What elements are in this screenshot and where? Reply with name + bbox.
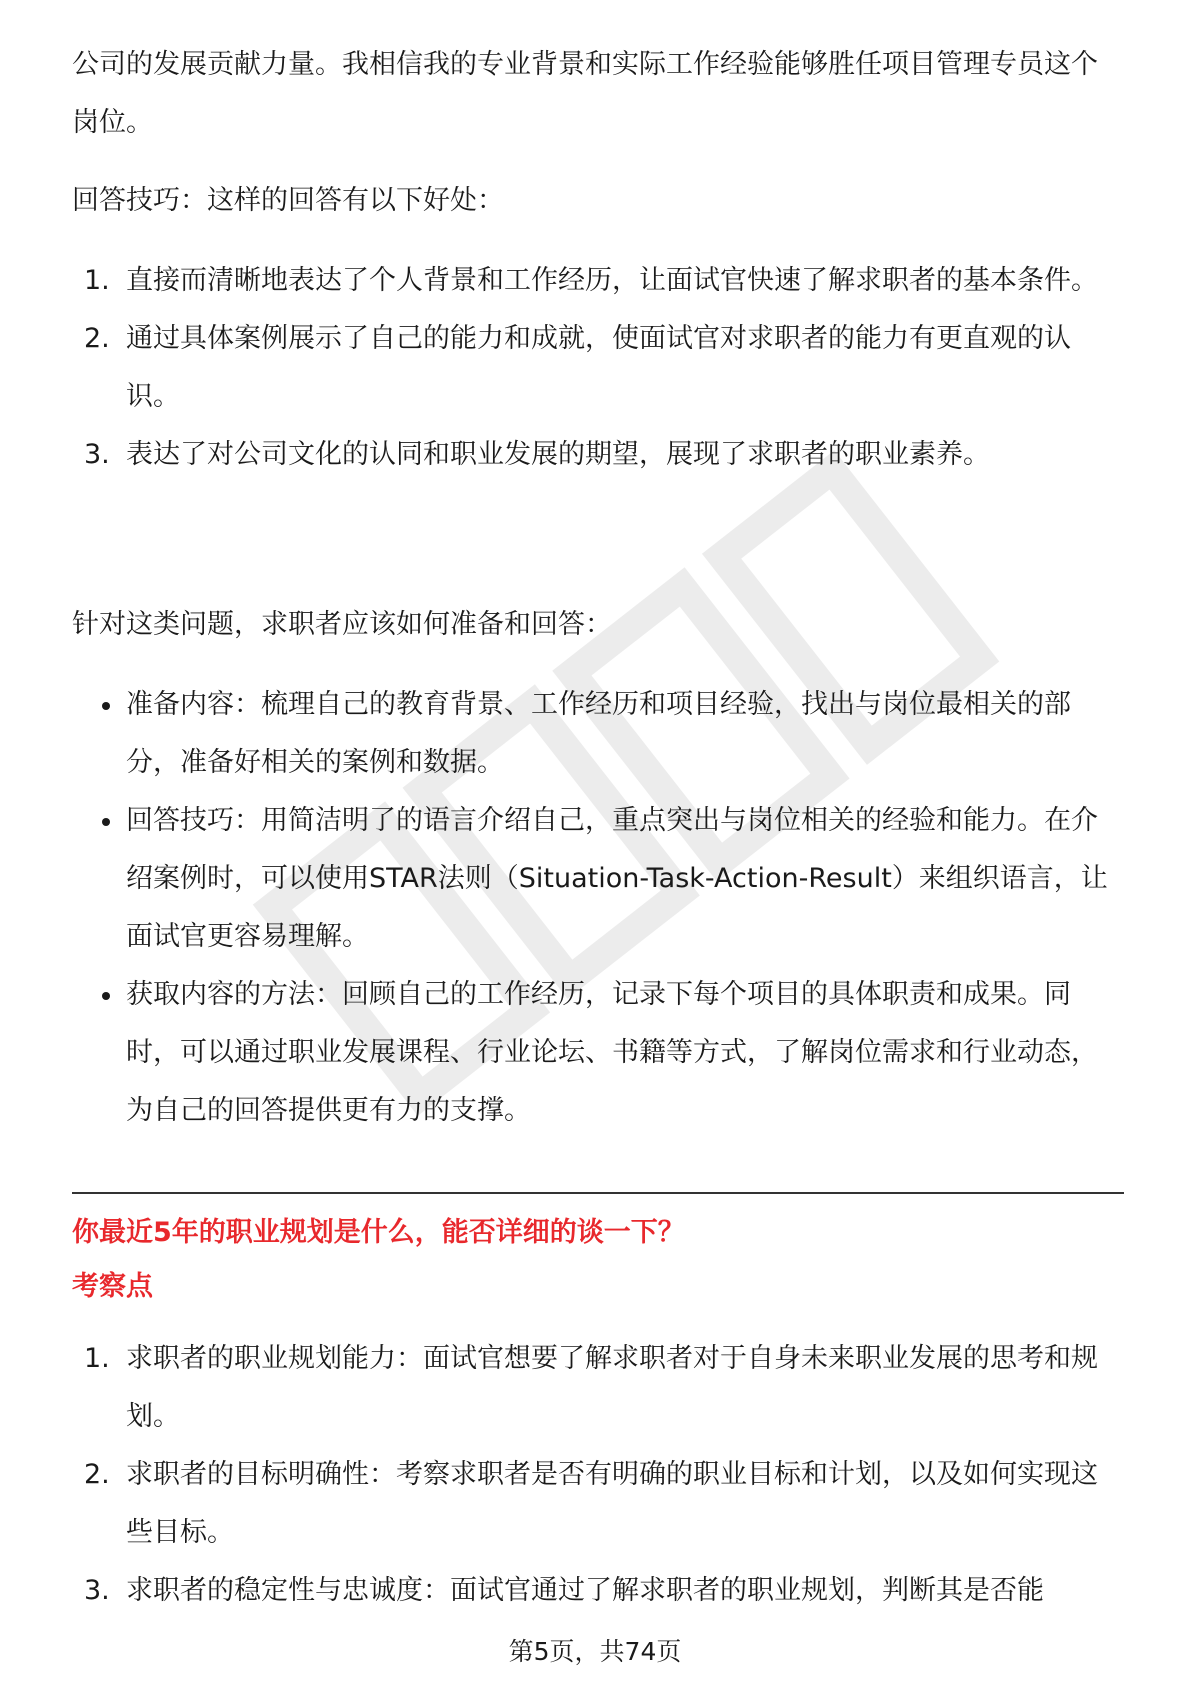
intro-paragraph: 公司的发展贡献力量。我相信我的专业背景和实际工作经验能够胜任项目管理专员这个岗位。 xyxy=(72,49,1098,138)
list-item xyxy=(72,310,1122,426)
list-item-text: 直接而清晰地表达了个人背景和工作经历，让面试官快速了解求职者的基本条件。 xyxy=(126,265,1098,296)
list-item-text: 求职者的目标明确性：考察求职者是否有明确的职业目标和计划，以及如何实现这些目标。 xyxy=(126,1459,1098,1548)
list-item-text: 求职者的稳定性与忠诚度：面试官通过了解求职者的职业规划，判断其是否能 xyxy=(126,1575,1044,1606)
list-item-text: 回答技巧：用简洁明了的语言介绍自己，重点突出与岗位相关的经验和能力。在介绍案例时，可以使用STAR法则（Situation-Task-Action-Result）来组织语言，让面试官更容易理解。 xyxy=(126,805,1108,952)
page-footer: 第5页，共74页 xyxy=(508,1637,682,1666)
list-number: 1. xyxy=(84,1343,110,1374)
list-item xyxy=(72,676,1122,792)
question-title: 你最近5年的职业规划是什么，能否详细的谈一下？ xyxy=(72,1217,685,1248)
tips-heading: 回答技巧：这样的回答有以下好处： xyxy=(72,185,504,216)
bullet-icon xyxy=(102,702,110,710)
benefits-list xyxy=(72,252,1122,484)
list-number: 3. xyxy=(84,1575,110,1606)
bullet-icon xyxy=(102,992,110,1000)
list-item xyxy=(72,252,1122,310)
list-item-text: 表达了对公司文化的认同和职业发展的期望，展现了求职者的职业素养。 xyxy=(126,439,990,470)
list-item xyxy=(72,966,1122,1140)
list-number: 2. xyxy=(84,323,110,354)
section-divider xyxy=(72,1192,1124,1194)
list-item-text: 求职者的职业规划能力：面试官想要了解求职者对于自身未来职业发展的思考和规划。 xyxy=(126,1343,1098,1432)
bullet-icon xyxy=(102,818,110,826)
section-label: 考察点 xyxy=(72,1271,153,1302)
list-item-text: 准备内容：梳理自己的教育背景、工作经历和项目经验，找出与岗位最相关的部分，准备好相关的案例和数据。 xyxy=(126,689,1071,778)
list-item xyxy=(72,1562,1122,1620)
list-item xyxy=(72,1446,1122,1562)
list-item xyxy=(72,426,1122,484)
list-number: 1. xyxy=(84,265,110,296)
list-number: 2. xyxy=(84,1459,110,1490)
list-number: 3. xyxy=(84,439,110,470)
list-item xyxy=(72,792,1122,966)
list-item-text: 获取内容的方法：回顾自己的工作经历，记录下每个项目的具体职责和成果。同时，可以通过职业发展课程、行业论坛、书籍等方式，了解岗位需求和行业动态，为自己的回答提供更有力的支撑。 xyxy=(126,979,1098,1126)
list-item-text: 通过具体案例展示了自己的能力和成就，使面试官对求职者的能力有更直观的认识。 xyxy=(126,323,1071,412)
list-item xyxy=(72,1330,1122,1446)
points-list xyxy=(72,1330,1122,1620)
prep-heading: 针对这类问题，求职者应该如何准备和回答： xyxy=(72,609,612,640)
prep-list xyxy=(72,676,1122,1140)
